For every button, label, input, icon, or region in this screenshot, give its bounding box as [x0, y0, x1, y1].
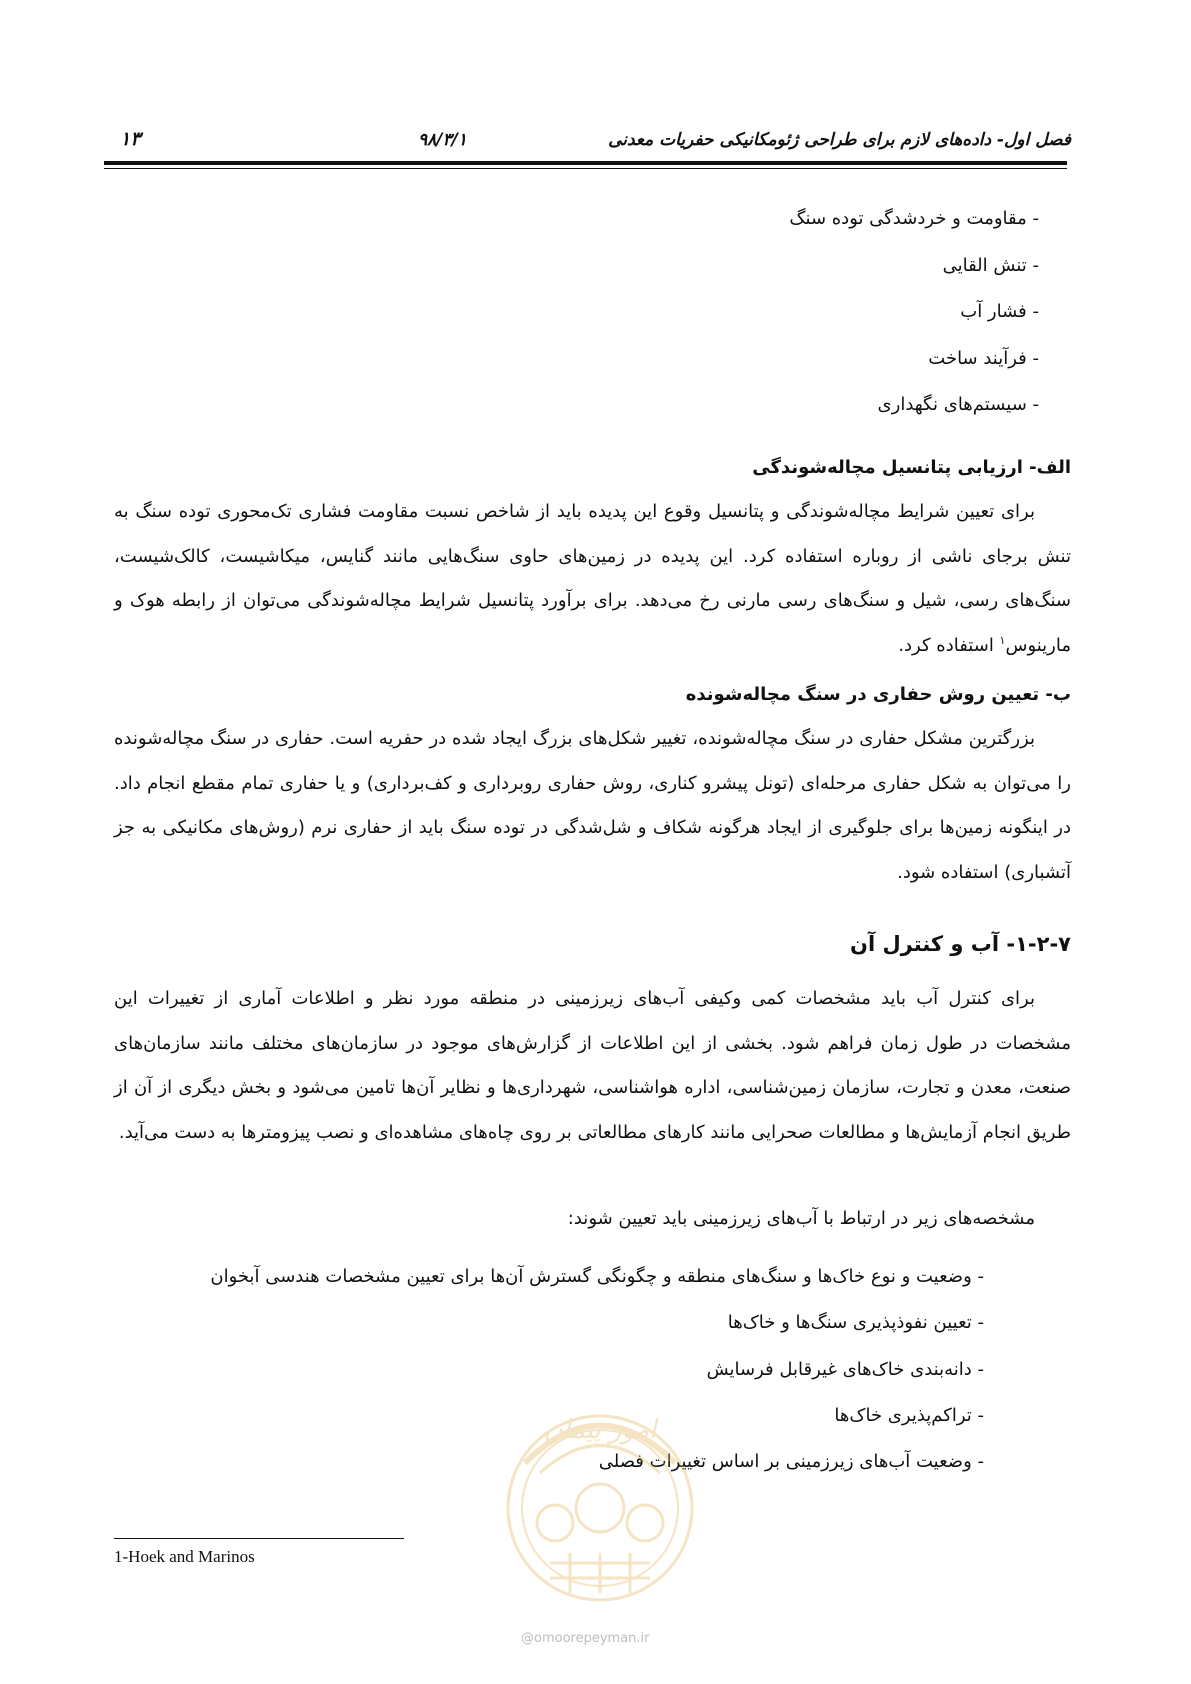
list-item: - مقاومت و خردشدگی توده سنگ — [789, 208, 1039, 229]
list-item: - وضعیت و نوع خاک‌ها و سنگ‌های منطقه و چگونگی گسترش آن‌ها برای تعیین مشخصات هندسی آبخوان — [210, 1266, 984, 1287]
footnote-rule — [114, 1538, 404, 1539]
header-rule-thick — [104, 161, 1067, 165]
list-item: - وضعیت آب‌های زیرزمینی بر اساس تغییرات فصلی — [598, 1451, 984, 1473]
footnote: 1-Hoek and Marinos — [114, 1547, 255, 1566]
subsection-a-heading: الف- ارزیابی پتانسیل مچاله‌شوندگی — [752, 457, 1071, 478]
section-text: برای کنترل آب باید مشخصات کمی وکیفی آب‌های زیرزمینی در منطقه مورد نظر و اطلاعات آماری از تغییرات این مشخصات در طول زمان فراهم شود. بخشی از این اطلاعات از گزارش‌های موجود در سازمان‌های مختلف مانند سازمان‌های صنعت، معدن و تجارت، سازمان زمین‌شناسی، اداره هواشناسی، شهرداری‌ها و نظایر آن‌ها تامین می‌شود و بخش دیگری از آن از طریق انجام آزمایش‌ها و مطالعات صحرایی مانند کارهای مطالعاتی بر روی چاه‌های مشاهده‌ای و نصب پیزومترها به دست می‌آید. — [114, 988, 1071, 1143]
header-rule-thin — [104, 168, 1067, 169]
watermark-logo — [495, 1368, 705, 1618]
page-number: ۱۳ — [120, 128, 141, 150]
watermark-logo-text: امور پیمان — [543, 1415, 657, 1445]
list-item: - فرآیند ساخت — [928, 347, 1039, 369]
list-item: - تعیین نفوذپذیری سنگ‌ها و خاک‌ها — [727, 1312, 984, 1334]
gear-seal-icon — [495, 1368, 705, 1618]
list-item: - تنش القایی — [942, 254, 1039, 276]
list-item: - دانه‌بندی خاک‌های غیرقابل فرسایش — [706, 1358, 984, 1380]
subsection-a-text: برای تعیین شرایط مچاله‌شوندگی و پتانسیل وقوع این پدیده باید از شاخص نسبت مقاومت فشاری تک‌محوری توده سنگ به تنش برجای ناشی از روباره استفاده کرد. این پدیده در زمین‌های حاوی سنگ‌هایی مانند گنایس، میکاشیست، کالک‌شیست، سنگ‌های رسی، شیل و سنگ‌های رسی مارنی رخ می‌دهد. برای برآورد پتانسیل شرایط مچاله‌شوندگی می‌توان از رابطه هوک و مارینوس — [114, 501, 1071, 656]
list-item: - فشار آب — [960, 301, 1039, 322]
section-body — [114, 977, 1071, 1155]
section-heading: ۱-۲-۷- آب و کنترل آن — [850, 932, 1071, 956]
header-date: ۹۸/۳/۱ — [418, 130, 467, 150]
subsection-a-body — [114, 490, 1071, 668]
list-item: - تراکم‌پذیری خاک‌ها — [834, 1404, 984, 1426]
footnote-marker: ۱ — [999, 633, 1006, 647]
bullet-list-top — [789, 196, 1039, 429]
subsection-b-body — [114, 717, 1071, 895]
subsection-b-heading: ب- تعیین روش حفاری در سنگ مچاله‌شونده — [685, 684, 1071, 705]
section-intro: مشخصه‌های زیر در ارتباط با آب‌های زیرزمینی باید تعیین شوند: — [567, 1208, 1035, 1229]
chapter-title: فصل اول- داده‌های لازم برای طراحی ژئومکانیکی حفریات معدنی — [608, 130, 1071, 150]
watermark-url: @omoorepeyman.ir — [521, 1631, 650, 1646]
list-item: - سیستم‌های نگهداری — [877, 394, 1039, 415]
subsection-a-text-end: استفاده کرد. — [898, 634, 1000, 656]
subsection-b-text: بزرگترین مشکل حفاری در سنگ مچاله‌شونده، تغییر شکل‌های بزرگ ایجاد شده در حفریه است. حفاری در سنگ مچاله‌شونده را می‌توان به شکل حفاری مرحله‌ای (تونل پیشرو کناری، روش حفاری روبرداری و کف‌برداری) و یا حفاری تمام مقطع انجام داد. در اینگونه زمین‌ها برای جلوگیری از ایجاد هرگونه شکاف و شل‌شدگی در توده سنگ باید از حفاری نرم (روش‌های مکانیکی به جز آتشباری) استفاده شود. — [114, 728, 1071, 883]
